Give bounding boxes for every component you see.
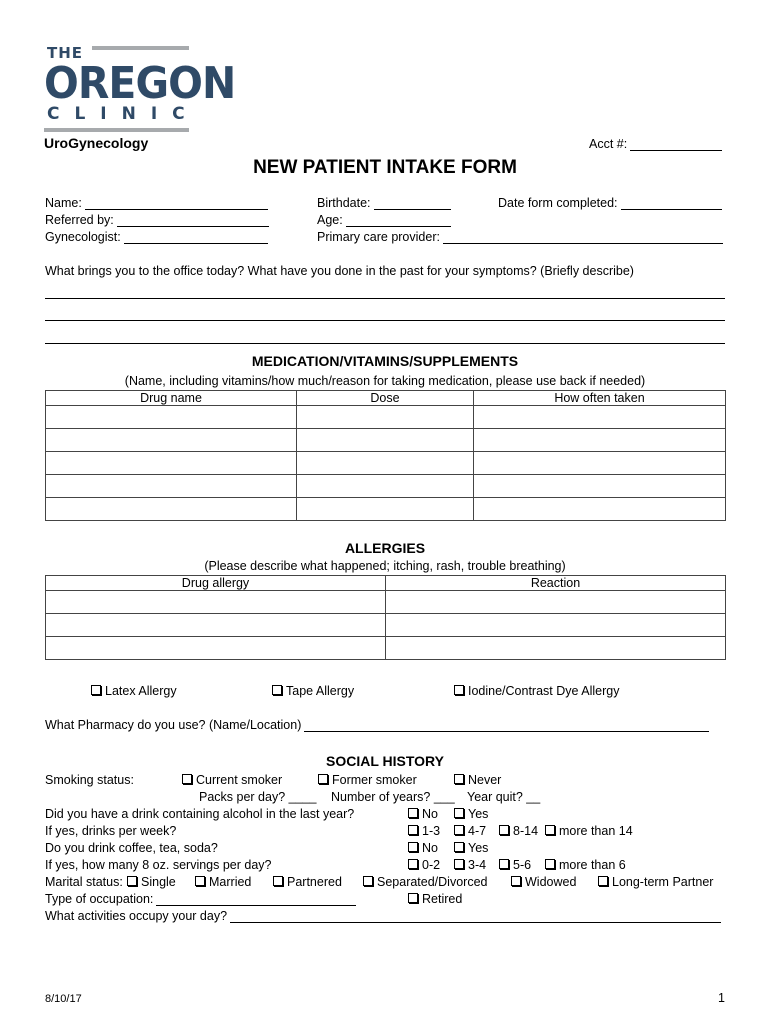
marital-married-option[interactable]	[195, 875, 251, 889]
referred-by-label: Referred by:	[45, 213, 114, 227]
table-row	[46, 637, 726, 660]
checkbox-icon[interactable]	[454, 774, 464, 784]
checkbox-icon[interactable]	[598, 876, 608, 886]
marital-partnered-option[interactable]	[273, 875, 342, 889]
checkbox-icon[interactable]	[195, 876, 205, 886]
table-cell[interactable]	[46, 429, 297, 452]
checkbox-icon[interactable]	[545, 825, 555, 835]
table-row	[46, 591, 726, 614]
column-header: How often taken	[474, 391, 726, 406]
table-cell[interactable]	[297, 429, 474, 452]
iodine-allergy-option[interactable]	[454, 684, 619, 698]
option-label: 4-7	[468, 824, 487, 838]
column-header: Drug name	[46, 391, 297, 406]
packs-per-day-field[interactable]: Packs per day? ____	[199, 790, 317, 804]
page-title: NEW PATIENT INTAKE FORM	[253, 157, 517, 178]
year-quit-field[interactable]: Year quit? __	[467, 790, 541, 804]
logo-clinic: CLINIC	[47, 104, 200, 124]
checkbox-icon[interactable]	[454, 842, 464, 852]
table-cell[interactable]	[386, 614, 726, 637]
medications-note: (Name, including vitamins/how much/reason for taking medication, please use back if needed)	[124, 374, 646, 388]
alcohol-no-option[interactable]	[408, 807, 438, 821]
referred-by-field[interactable]	[45, 213, 269, 227]
option-label: Married	[209, 875, 252, 889]
servings-more-than-6-option[interactable]	[545, 858, 626, 872]
checkbox-icon[interactable]	[363, 876, 373, 886]
checkbox-icon[interactable]	[499, 825, 509, 835]
table-cell[interactable]	[46, 614, 386, 637]
option-label: Tape Allergy	[286, 684, 355, 698]
table-row	[46, 429, 726, 452]
name-label: Name:	[45, 196, 82, 210]
coffee-yes-option[interactable]	[454, 841, 488, 855]
table-cell[interactable]	[386, 591, 726, 614]
checkbox-icon[interactable]	[545, 859, 555, 869]
medications-heading: MEDICATION/VITAMINS/SUPPLEMENTS	[251, 353, 519, 369]
table-row	[46, 406, 726, 429]
coffee-no-option[interactable]	[408, 841, 438, 855]
table-cell[interactable]	[46, 406, 297, 429]
marital-long-term-partner-option[interactable]	[598, 875, 713, 889]
smoking-status-label: Smoking status:	[45, 773, 134, 787]
option-label: more than 6	[559, 858, 626, 872]
current-smoker-option[interactable]	[182, 773, 282, 787]
checkbox-icon[interactable]	[454, 825, 464, 835]
date-completed-field[interactable]	[498, 196, 722, 210]
option-label: 1-3	[422, 824, 441, 838]
table-cell[interactable]	[474, 429, 726, 452]
checkbox-icon[interactable]	[408, 893, 418, 903]
checkbox-icon[interactable]	[272, 685, 282, 695]
checkbox-icon[interactable]	[127, 876, 137, 886]
table-row	[46, 614, 726, 637]
column-header: Reaction	[386, 576, 726, 591]
checkbox-icon[interactable]	[318, 774, 328, 784]
checkbox-icon[interactable]	[408, 842, 418, 852]
age-field[interactable]	[317, 213, 451, 227]
coffee-question: Do you drink coffee, tea, soda?	[45, 841, 218, 855]
pharmacy-field[interactable]	[45, 718, 709, 732]
medications-header-row	[46, 391, 726, 406]
option-label: No	[422, 807, 438, 821]
visit-answer-line-1[interactable]	[45, 298, 725, 299]
servings-5-6-option[interactable]	[499, 858, 531, 872]
table-cell[interactable]	[46, 498, 297, 521]
retired-option[interactable]	[408, 892, 462, 906]
column-header: Dose	[297, 391, 474, 406]
gynecologist-label: Gynecologist:	[45, 230, 121, 244]
latex-allergy-option[interactable]	[91, 684, 177, 698]
option-label: Iodine/Contrast Dye Allergy	[468, 684, 620, 698]
acct-label: Acct #:	[589, 137, 628, 151]
option-label: Widowed	[525, 875, 577, 889]
acct-field[interactable]	[589, 137, 722, 151]
visit-answer-line-2[interactable]	[45, 320, 725, 321]
drinks-more-than-14-option[interactable]	[545, 824, 633, 838]
department-label: UroGynecology	[44, 135, 149, 151]
checkbox-icon[interactable]	[273, 876, 283, 886]
checkbox-icon[interactable]	[454, 808, 464, 818]
checkbox-icon[interactable]	[408, 808, 418, 818]
table-cell[interactable]	[297, 452, 474, 475]
pharmacy-label: What Pharmacy do you use? (Name/Location)	[45, 718, 302, 732]
drinks-1-3-option[interactable]	[408, 824, 440, 838]
table-cell[interactable]	[386, 637, 726, 660]
table-cell[interactable]	[474, 498, 726, 521]
table-cell[interactable]	[46, 637, 386, 660]
option-label: Partnered	[287, 875, 342, 889]
allergies-note: (Please describe what happened; itching, rash, trouble breathing)	[204, 559, 566, 573]
medications-table	[45, 390, 726, 521]
option-label: Former smoker	[332, 773, 417, 787]
footer-date: 8/10/17	[45, 993, 82, 1005]
marital-status-label: Marital status:	[45, 875, 123, 889]
option-label: Latex Allergy	[105, 684, 177, 698]
column-header: Drug allergy	[46, 576, 386, 591]
page-number: 1	[718, 991, 725, 1005]
checkbox-icon[interactable]	[408, 859, 418, 869]
table-row	[46, 452, 726, 475]
alcohol-yes-option[interactable]	[454, 807, 488, 821]
visit-answer-line-3[interactable]	[45, 343, 725, 344]
activities-label: What activities occupy your day?	[45, 909, 228, 923]
table-cell[interactable]	[46, 452, 297, 475]
option-label: Single	[141, 875, 176, 889]
visit-question: What brings you to the office today? What have you done in the past for your symptoms? (Briefly describe)	[45, 264, 634, 278]
option-label: Long-term Partner	[612, 875, 714, 889]
drinks-question: If yes, drinks per week?	[45, 824, 177, 838]
marital-widowed-option[interactable]	[511, 875, 576, 889]
option-label: Retired	[422, 892, 463, 906]
option-label: more than 14	[559, 824, 633, 838]
logo-top-bar	[92, 46, 189, 50]
age-label: Age:	[317, 213, 343, 227]
checkbox-icon[interactable]	[511, 876, 521, 886]
tape-allergy-option[interactable]	[272, 684, 354, 698]
marital-single-option[interactable]	[127, 875, 176, 889]
option-label: Yes	[468, 841, 489, 855]
occupation-label: Type of occupation:	[45, 892, 154, 906]
checkbox-icon[interactable]	[454, 685, 464, 695]
birthdate-label: Birthdate:	[317, 196, 371, 210]
option-label: Current smoker	[196, 773, 283, 787]
checkbox-icon[interactable]	[408, 825, 418, 835]
option-label: Yes	[468, 807, 489, 821]
logo-oregon: OREGON	[44, 58, 236, 109]
table-cell[interactable]	[297, 475, 474, 498]
checkbox-icon[interactable]	[91, 685, 101, 695]
logo-bottom-bar	[44, 128, 189, 132]
servings-3-4-option[interactable]	[454, 858, 486, 872]
allergies-heading: ALLERGIES	[344, 540, 426, 556]
table-cell[interactable]	[46, 591, 386, 614]
years-smoked-field[interactable]: Number of years? ___	[331, 790, 455, 804]
option-label: No	[422, 841, 438, 855]
checkbox-icon[interactable]	[454, 859, 464, 869]
occupation-field[interactable]	[45, 892, 356, 906]
servings-0-2-option[interactable]	[408, 858, 440, 872]
option-label: 8-14	[513, 824, 539, 838]
former-smoker-option[interactable]	[318, 773, 417, 787]
option-label: 0-2	[422, 858, 441, 872]
date-completed-label: Date form completed:	[498, 196, 618, 210]
allergies-header-row	[46, 576, 726, 591]
table-cell[interactable]	[474, 406, 726, 429]
table-cell[interactable]	[474, 475, 726, 498]
table-cell[interactable]	[297, 406, 474, 429]
logo-the: THE	[47, 44, 84, 62]
option-label: Never	[468, 773, 502, 787]
name-field[interactable]	[45, 196, 268, 210]
drinks-8-14-option[interactable]	[499, 824, 538, 838]
gynecologist-field[interactable]	[45, 230, 268, 244]
drinks-4-7-option[interactable]	[454, 824, 486, 838]
marital-separated-option[interactable]	[363, 875, 487, 889]
social-history-heading: SOCIAL HISTORY	[326, 753, 444, 769]
table-cell[interactable]	[474, 452, 726, 475]
option-label: Separated/Divorced	[377, 875, 488, 889]
table-cell[interactable]	[297, 498, 474, 521]
allergies-table	[45, 575, 726, 660]
servings-question: If yes, how many 8 oz. servings per day?	[45, 858, 272, 872]
checkbox-icon[interactable]	[499, 859, 509, 869]
activities-field[interactable]	[45, 909, 721, 923]
primary-care-field[interactable]	[317, 230, 723, 244]
birthdate-field[interactable]	[317, 196, 451, 210]
primary-care-label: Primary care provider:	[317, 230, 440, 244]
table-row	[46, 498, 726, 521]
alcohol-question: Did you have a drink containing alcohol in the last year?	[45, 807, 355, 821]
option-label: 3-4	[468, 858, 487, 872]
never-smoked-option[interactable]	[454, 773, 501, 787]
checkbox-icon[interactable]	[182, 774, 192, 784]
table-cell[interactable]	[46, 475, 297, 498]
table-row	[46, 475, 726, 498]
option-label: 5-6	[513, 858, 532, 872]
